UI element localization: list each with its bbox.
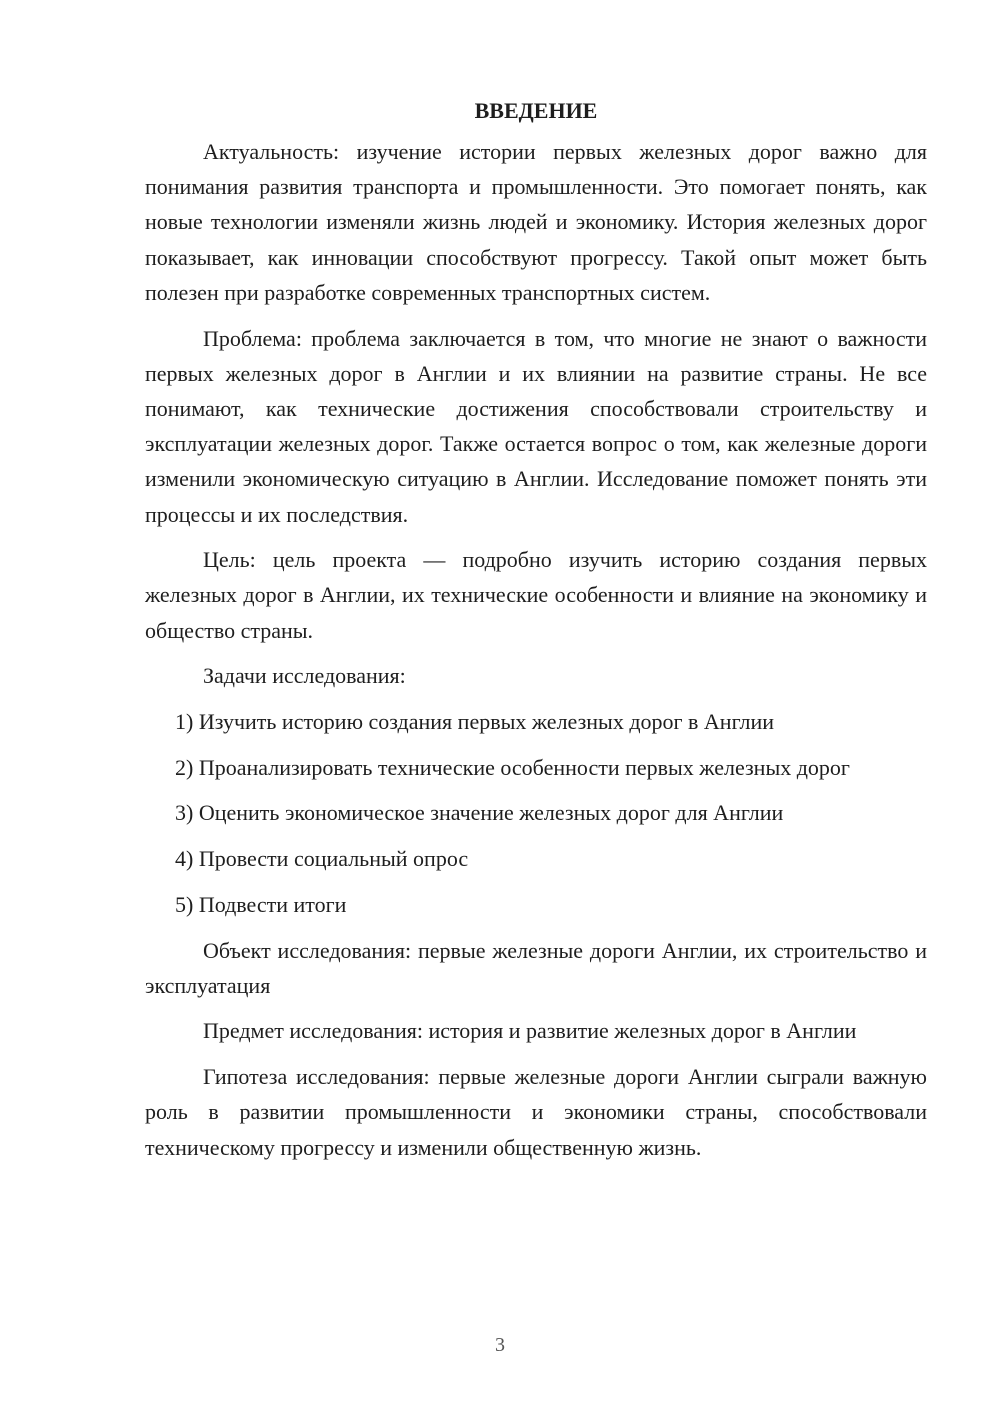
- paragraph-problem: Проблема: проблема заключается в том, что многие не знают о важности первых железных дорог в Англии и их влиянии на развитие страны. Не все понимают, как технические достижения способствовали строительству и эксплуатации железных дорог. Также остается вопрос о том, как железные дороги изменили экономическую ситуацию в Англии. Исследование поможет понять эти процессы и их последствия.: [145, 325, 927, 527]
- document-page: [145, 90, 927, 1175]
- paragraph-goal: Цель: цель проекта — подробно изучить историю создания первых железных дорог в Англии, их технические особенности и влияние на экономику и общество страны.: [145, 547, 927, 643]
- section-title: ВВЕДЕНИЕ: [474, 98, 598, 123]
- paragraph-subject: Предмет исследования: история и развитие железных дорог в Англии: [203, 1018, 857, 1044]
- page-number: 3: [495, 1334, 505, 1356]
- paragraph-object: Объект исследования: первые железные дороги Англии, их строительство и эксплуатация: [145, 937, 927, 998]
- paragraph-hypothesis: Гипотеза исследования: первые железные дороги Англии сыграли важную роль в развитии промышленности и экономики страны, способствовали техническому прогрессу и изменили общественную жизнь.: [145, 1064, 927, 1160]
- task-item: 5) Подвести итоги: [175, 891, 347, 917]
- paragraph-relevance: Актуальность: изучение истории первых железных дорог важно для понимания развития транспорта и промышленности. Это помогает понять, как новые технологии изменяли жизнь людей и экономику. История железных дорог показывает, как инновации способствуют прогрессу. Такой опыт может быть полезен при разработке современных транспортных систем.: [145, 139, 927, 305]
- task-item: 2) Проанализировать технические особенности первых железных дорог: [175, 754, 850, 780]
- task-item: 4) Провести социальный опрос: [175, 846, 469, 872]
- task-item: 3) Оценить экономическое значение железных дорог для Англии: [175, 800, 784, 826]
- task-item: 1) Изучить историю создания первых железных дорог в Англии: [175, 709, 775, 735]
- tasks-heading: Задачи исследования:: [203, 663, 406, 689]
